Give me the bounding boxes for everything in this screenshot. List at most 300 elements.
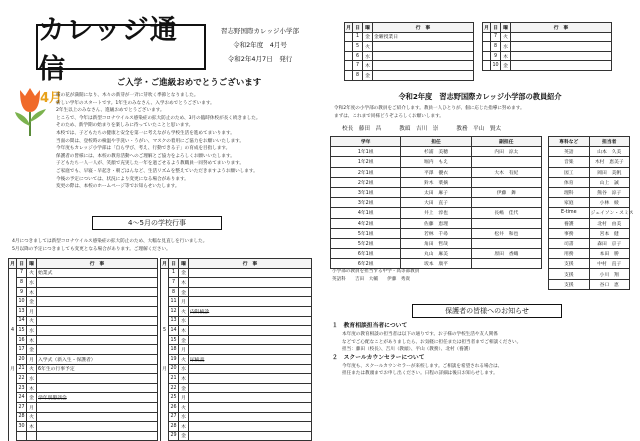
subject-cell: 養護 xyxy=(549,218,590,228)
column-header: 行 事 xyxy=(37,259,158,269)
table-row xyxy=(9,278,158,288)
weekday-cell: 金 xyxy=(501,61,511,71)
column-header: 担任 xyxy=(401,137,471,147)
grade-cell: 5年2組 xyxy=(331,238,401,248)
table-row xyxy=(483,42,612,52)
column-header: 専科など xyxy=(549,137,590,147)
tulip-illustration xyxy=(6,82,63,138)
weekday-cell: 火 xyxy=(501,32,511,42)
subject-cell: 司書 xyxy=(549,238,590,248)
specialist-teacher: 山本 久美 xyxy=(589,147,630,157)
table-row xyxy=(9,345,158,355)
assistant-teacher: 伊藤 舞 xyxy=(471,187,541,197)
event-cell xyxy=(189,374,312,384)
weekday-cell: 木 xyxy=(27,383,37,393)
table-row xyxy=(9,383,158,393)
notice-title: 保護者の皆様へのお知らせ xyxy=(445,307,529,315)
subject-cell: 家庭 xyxy=(549,198,590,208)
month-cell xyxy=(9,393,17,403)
event-cell xyxy=(373,42,474,52)
event-cell xyxy=(189,345,312,355)
table-row xyxy=(345,42,474,52)
event-cell xyxy=(373,61,474,71)
subject-cell: 体育 xyxy=(549,177,590,187)
table-row xyxy=(9,268,158,278)
table-row xyxy=(483,61,612,71)
specialist-teacher: 中村 直子 xyxy=(589,259,630,269)
table-row xyxy=(9,402,158,412)
weekday-cell: 水 xyxy=(27,374,37,384)
event-cell xyxy=(373,70,474,80)
month-cell xyxy=(9,268,17,278)
table-row xyxy=(549,157,630,167)
day-cell: 17 xyxy=(17,345,27,355)
month-cell xyxy=(161,431,169,441)
schedule-table-may xyxy=(160,258,312,441)
greeting-line: 変更の際は、本校のホームページ等でお知らせいたします。 xyxy=(56,184,180,190)
weekday-cell: 木 xyxy=(179,374,189,384)
staff-note xyxy=(332,268,542,283)
greeting-line: 保護者の皆様には、本校の教育活動へのご理解とご協力をよろしくお願いいたします。 xyxy=(56,153,235,159)
month-cell xyxy=(9,431,17,441)
table-row xyxy=(161,335,312,345)
weekday-cell: 木 xyxy=(363,61,373,71)
right-page xyxy=(320,0,640,428)
schedule-note xyxy=(12,238,312,253)
assistant-teacher xyxy=(471,198,541,208)
month-cell xyxy=(9,374,17,384)
grade-cell: 4年2組 xyxy=(331,218,401,228)
day-cell: 1 xyxy=(353,32,363,42)
event-cell xyxy=(189,422,312,432)
weekday-cell: 火 xyxy=(363,42,373,52)
month-cell: 5 xyxy=(161,326,169,336)
greeting-title: ご入学・ご進級おめでとうございます xyxy=(116,78,262,88)
table-row xyxy=(549,147,630,157)
month-cell xyxy=(9,278,17,288)
day-cell: 15 xyxy=(17,326,27,336)
homeroom-teacher: 堀内 もえ xyxy=(401,157,471,167)
table-row xyxy=(331,218,542,228)
month-cell xyxy=(345,51,353,61)
table-row xyxy=(9,316,158,326)
month-cell xyxy=(161,412,169,422)
homeroom-teacher: 丸山 麻美 xyxy=(401,249,471,259)
homeroom-teacher: 井上 淳也 xyxy=(401,208,471,218)
event-cell xyxy=(37,316,158,326)
schedule-title: 4～5月の学校行事 xyxy=(128,219,186,227)
month-cell xyxy=(483,61,491,71)
table-row xyxy=(9,422,158,432)
grade-cell: 3年1組 xyxy=(331,187,401,197)
table-row xyxy=(549,279,630,289)
column-header: 月 xyxy=(483,23,491,33)
grade-cell: 5年1組 xyxy=(331,228,401,238)
column-header: 日 xyxy=(17,259,27,269)
day-cell: 1 xyxy=(169,268,179,278)
weekday-cell: 月 xyxy=(27,306,37,316)
table-row xyxy=(345,70,474,80)
assistant-teacher: 原田 香織 xyxy=(471,249,541,259)
month-cell xyxy=(9,316,17,326)
leader-name: 藤田 昌 xyxy=(358,126,382,132)
table-row xyxy=(161,431,312,441)
weekday-cell: 月 xyxy=(179,393,189,403)
greeting-line: 当面の間は、登校時の検温や手洗い・うがい、マスクの着用にご協力をお願いいたします。 xyxy=(56,138,244,144)
event-cell xyxy=(511,42,612,52)
grade-cell: 3年2組 xyxy=(331,198,401,208)
weekday-cell: 金 xyxy=(179,268,189,278)
weekday-cell: 月 xyxy=(179,345,189,355)
notice-item-heading: ２ スクールカウンセラーについて xyxy=(332,354,425,361)
table-row xyxy=(331,187,542,197)
staff-intro-line: 令和2年度の小学部の教員をご紹介します。教員一人ひとりが、個に応じた指導に努めます。 xyxy=(334,106,525,111)
notice-line: 本年度の教育相談の担当者は以下の通りです。お子様の学校生活や友人関係 xyxy=(342,332,498,337)
homeroom-teacher: 鈴木 菜摘 xyxy=(401,177,471,187)
day-cell: 26 xyxy=(169,402,179,412)
event-cell xyxy=(37,287,158,297)
assistant-teacher xyxy=(471,177,541,187)
day-cell: 8 xyxy=(169,287,179,297)
schedule-note-line: 5月以降の予定につきましても変更となる場合があります。ご理解ください。 xyxy=(12,246,171,252)
homeroom-teacher: 大田 直子 xyxy=(401,198,471,208)
column-header: 月 xyxy=(9,259,17,269)
specialist-teacher: 本田 勝 xyxy=(589,249,630,259)
weekday-cell: 金 xyxy=(27,297,37,307)
leader-entry xyxy=(342,124,381,132)
month-cell xyxy=(483,42,491,52)
specialist-teacher: ジェイソン・スミス xyxy=(589,208,630,218)
weekday-cell: 木 xyxy=(179,422,189,432)
event-cell: 入学式（新入生・保護者） xyxy=(37,354,158,364)
specialist-teacher: 熊谷 涼子 xyxy=(589,187,630,197)
table-row xyxy=(331,177,542,187)
table-row xyxy=(9,431,158,441)
weekday-cell xyxy=(27,431,37,441)
month-cell xyxy=(161,422,169,432)
weekday-cell: 月 xyxy=(27,354,37,364)
subject-cell: 用務 xyxy=(549,249,590,259)
table-row xyxy=(161,306,312,316)
month-cell xyxy=(483,51,491,61)
day-cell: 30 xyxy=(17,422,27,432)
day-cell: 13 xyxy=(17,306,27,316)
table-row xyxy=(549,259,630,269)
weekday-cell: 月 xyxy=(27,402,37,412)
month-cell: 月 xyxy=(161,364,169,374)
table-row xyxy=(161,268,312,278)
event-cell: 尿検査 xyxy=(189,354,312,364)
staff-intro xyxy=(334,105,626,120)
masthead-title: カレッジ通信 xyxy=(38,15,178,85)
event-cell xyxy=(189,335,312,345)
weekday-cell: 木 xyxy=(501,51,511,61)
table-header-row xyxy=(345,23,474,33)
column-header: 行 事 xyxy=(373,23,474,33)
event-cell: 6年生の行事予定 xyxy=(37,364,158,374)
specialist-teacher: 小林 綾 xyxy=(589,198,630,208)
assistant-teacher xyxy=(471,218,541,228)
month-cell xyxy=(345,42,353,52)
table-row xyxy=(331,228,542,238)
left-page xyxy=(0,0,320,440)
day-cell: 8 xyxy=(353,70,363,80)
event-cell xyxy=(37,422,158,432)
masthead-title-box xyxy=(36,15,206,85)
greeting-line: 2年生以上のみなさん、進級おめでとうございます。 xyxy=(56,108,165,114)
day-cell: 23 xyxy=(17,383,27,393)
table-row xyxy=(9,364,158,374)
weekday-cell: 木 xyxy=(27,287,37,297)
day-cell: 14 xyxy=(169,326,179,336)
table-row xyxy=(161,326,312,336)
weekday-cell: 水 xyxy=(179,412,189,422)
greeting-line: 新しい学年のスタートです。1年生のみなさん、入学おめでとうございます。 xyxy=(56,100,215,106)
weekday-cell: 水 xyxy=(179,316,189,326)
leader-role: 校長 xyxy=(342,126,359,132)
weekday-cell: 月 xyxy=(179,297,189,307)
day-cell: 16 xyxy=(17,335,27,345)
month-cell xyxy=(161,393,169,403)
subject-cell: 支援 xyxy=(549,279,590,289)
homeroom-teacher: 角田 哲哉 xyxy=(401,238,471,248)
table-row xyxy=(549,228,630,238)
table-row xyxy=(483,51,612,61)
table-row xyxy=(9,335,158,345)
event-cell xyxy=(37,374,158,384)
event-cell xyxy=(37,412,158,422)
weekday-cell: 水 xyxy=(27,278,37,288)
small-schedule-left xyxy=(344,22,474,81)
day-cell: 12 xyxy=(169,306,179,316)
weekday-cell: 火 xyxy=(179,306,189,316)
column-header: 日 xyxy=(353,23,363,33)
subject-cell: 支援 xyxy=(549,269,590,279)
leader-role: 教務 xyxy=(456,126,474,132)
column-header: 曜 xyxy=(363,23,373,33)
weekday-cell: 水 xyxy=(501,42,511,52)
table-row xyxy=(161,354,312,364)
event-cell xyxy=(37,383,158,393)
table-row xyxy=(549,218,630,228)
table-row xyxy=(331,238,542,248)
leader-name: 吉川 崇 xyxy=(415,126,439,132)
day-cell: 5 xyxy=(353,42,363,52)
column-header: 学年 xyxy=(331,137,401,147)
day-cell: 25 xyxy=(169,393,179,403)
table-row xyxy=(9,297,158,307)
issue-date: 令和2年4月7日 発行 xyxy=(227,55,293,63)
weekday-cell: 金 xyxy=(179,383,189,393)
month-cell xyxy=(161,383,169,393)
day-cell: 21 xyxy=(169,374,179,384)
table-row xyxy=(331,208,542,218)
month-cell xyxy=(9,402,17,412)
specialist-teacher: 北村 由美 xyxy=(589,218,630,228)
greeting-line: 本校では、子どもたちの健康と安全を第一に考えながら学校生活を進めてまいります。 xyxy=(56,130,235,136)
event-cell xyxy=(37,402,158,412)
notice-line: 今年度も、スクールカウンセラーが来校します。ご相談を希望される場合は、 xyxy=(342,363,503,369)
schedule-note-line: 4月につきましては新型コロナウイルス感染症の拡大防止のため、大幅な見直しを行いました。 xyxy=(12,239,208,244)
grade-cell: 2年1組 xyxy=(331,167,401,177)
specialist-teacher: 小川 翔 xyxy=(589,269,630,279)
leader-entry xyxy=(399,124,438,132)
table-row xyxy=(161,412,312,422)
table-row xyxy=(331,147,542,157)
month-cell xyxy=(9,422,17,432)
month-badge: 4月 xyxy=(40,91,63,106)
notice-line: 担当：藤田（校長）、吉川（教頭）、平山（教務）、北村（養護） xyxy=(342,347,473,353)
table-row xyxy=(9,374,158,384)
greeting-line: そのため、新学期の始まりを楽しみに待っていたことと思います。 xyxy=(56,123,194,129)
column-header: 担当者 xyxy=(589,137,630,147)
specialist-teacher: 山上 誠 xyxy=(589,177,630,187)
event-cell xyxy=(189,297,312,307)
event-cell xyxy=(189,326,312,336)
month-cell xyxy=(345,32,353,42)
day-cell: 18 xyxy=(169,345,179,355)
specialist-table xyxy=(548,136,634,290)
table-row xyxy=(161,393,312,403)
small-schedule-right xyxy=(482,22,612,71)
table-row xyxy=(161,374,312,384)
weekday-cell: 金 xyxy=(363,70,373,80)
schedule-title-box xyxy=(92,216,222,230)
table-row xyxy=(161,297,312,307)
staff-title: 令和2年度 習志野国際カレッジ小学部の教員紹介 xyxy=(398,92,562,101)
column-header: 曜 xyxy=(179,259,189,269)
homeroom-teacher: 太田 麻子 xyxy=(401,187,471,197)
day-cell: 20 xyxy=(169,364,179,374)
weekday-cell: 木 xyxy=(179,278,189,288)
weekday-cell: 金 xyxy=(27,345,37,355)
weekday-cell: 木 xyxy=(27,335,37,345)
weekday-cell: 火 xyxy=(27,268,37,278)
month-cell xyxy=(9,412,17,422)
month-cell xyxy=(161,402,169,412)
weekday-cell: 水 xyxy=(27,326,37,336)
month-cell xyxy=(9,335,17,345)
month-cell xyxy=(9,345,17,355)
staff-note-line: 英語科 吉田 大輔 伊藤 秀貴 xyxy=(332,276,411,282)
day-cell: 29 xyxy=(169,431,179,441)
weekday-cell: 金 xyxy=(179,431,189,441)
specialist-teacher: 岡田 美帆 xyxy=(589,167,630,177)
day-cell: 9 xyxy=(17,287,27,297)
month-cell xyxy=(9,354,17,364)
table-header-row xyxy=(9,259,158,269)
day-cell: 20 xyxy=(17,354,27,364)
table-row xyxy=(9,393,158,403)
column-header: 副担任 xyxy=(471,137,541,147)
table-row xyxy=(9,326,158,336)
event-cell xyxy=(189,364,312,374)
subject-cell: 図工 xyxy=(549,167,590,177)
weekday-cell: 金 xyxy=(363,32,373,42)
table-row xyxy=(331,198,542,208)
day-cell: 8 xyxy=(17,278,27,288)
table-row xyxy=(161,278,312,288)
event-cell xyxy=(189,431,312,441)
weekday-cell: 火 xyxy=(179,402,189,412)
column-header: 月 xyxy=(345,23,353,33)
specialist-teacher: 谷口 恵 xyxy=(589,279,630,289)
month-cell xyxy=(9,287,17,297)
column-header: 曜 xyxy=(501,23,511,33)
day-cell: 22 xyxy=(169,383,179,393)
day-cell: 11 xyxy=(169,297,179,307)
month-cell xyxy=(9,297,17,307)
day-cell: 22 xyxy=(17,374,27,384)
month-cell xyxy=(9,306,17,316)
month-cell xyxy=(161,374,169,384)
month-cell xyxy=(161,335,169,345)
leader-role: 教頭 xyxy=(399,126,416,132)
column-header: 日 xyxy=(169,259,179,269)
staff-intro-line: まずは、これまで同様どうぞよろしくお願いします。 xyxy=(334,113,444,119)
table-row xyxy=(9,354,158,364)
assistant-teacher: 大木 有紀 xyxy=(471,167,541,177)
grade-cell: 1年2組 xyxy=(331,157,401,167)
notice-item-heading: １ 教育相談担当者について xyxy=(332,323,408,329)
day-cell: 14 xyxy=(17,316,27,326)
month-cell xyxy=(161,306,169,316)
weekday-cell: 水 xyxy=(179,364,189,374)
homeroom-teacher: 杉浦 美穂 xyxy=(401,147,471,157)
subject-cell: 事務 xyxy=(549,228,590,238)
homeroom-teacher: 佐藤 恵理 xyxy=(401,218,471,228)
table-row xyxy=(161,316,312,326)
table-row xyxy=(549,208,630,218)
table-header-row xyxy=(331,137,542,147)
month-cell: 月 xyxy=(9,364,17,374)
column-header: 月 xyxy=(161,259,169,269)
specialist-teacher: 木村 恵美子 xyxy=(589,157,630,167)
month-cell xyxy=(345,61,353,71)
table-row xyxy=(161,364,312,374)
day-cell: 7 xyxy=(17,268,27,278)
month-cell: 4 xyxy=(9,326,17,336)
day-cell: 15 xyxy=(169,335,179,345)
homeroom-table xyxy=(330,136,542,269)
day-cell: 21 xyxy=(17,364,27,374)
grade-cell: 6年1組 xyxy=(331,249,401,259)
day-cell: 10 xyxy=(491,61,501,71)
table-row xyxy=(161,287,312,297)
month-cell xyxy=(161,354,169,364)
day-cell: 7 xyxy=(169,278,179,288)
table-row xyxy=(483,32,612,42)
greeting-line: ご家庭でも、早寝・早起き・朝ごはんなど、生活リズムを整えていただきますようお願いします。 xyxy=(56,168,258,174)
event-cell xyxy=(511,51,612,61)
day-cell: 7 xyxy=(353,61,363,71)
month-cell xyxy=(161,268,169,278)
month-cell xyxy=(161,345,169,355)
table-row xyxy=(549,198,630,208)
day-cell: 19 xyxy=(169,354,179,364)
table-header-row xyxy=(483,23,612,33)
day-cell: 8 xyxy=(491,42,501,52)
weekday-cell: 金 xyxy=(179,287,189,297)
event-cell xyxy=(37,345,158,355)
month-cell xyxy=(9,383,17,393)
day-cell: 10 xyxy=(17,297,27,307)
day-cell: 27 xyxy=(169,412,179,422)
event-cell xyxy=(189,278,312,288)
notice-line: などでご心配なことがありましたら、お気軽に担任または担当者までご相談ください。 xyxy=(342,339,522,345)
grade-cell: 1年1組 xyxy=(331,147,401,157)
event-cell xyxy=(37,306,158,316)
